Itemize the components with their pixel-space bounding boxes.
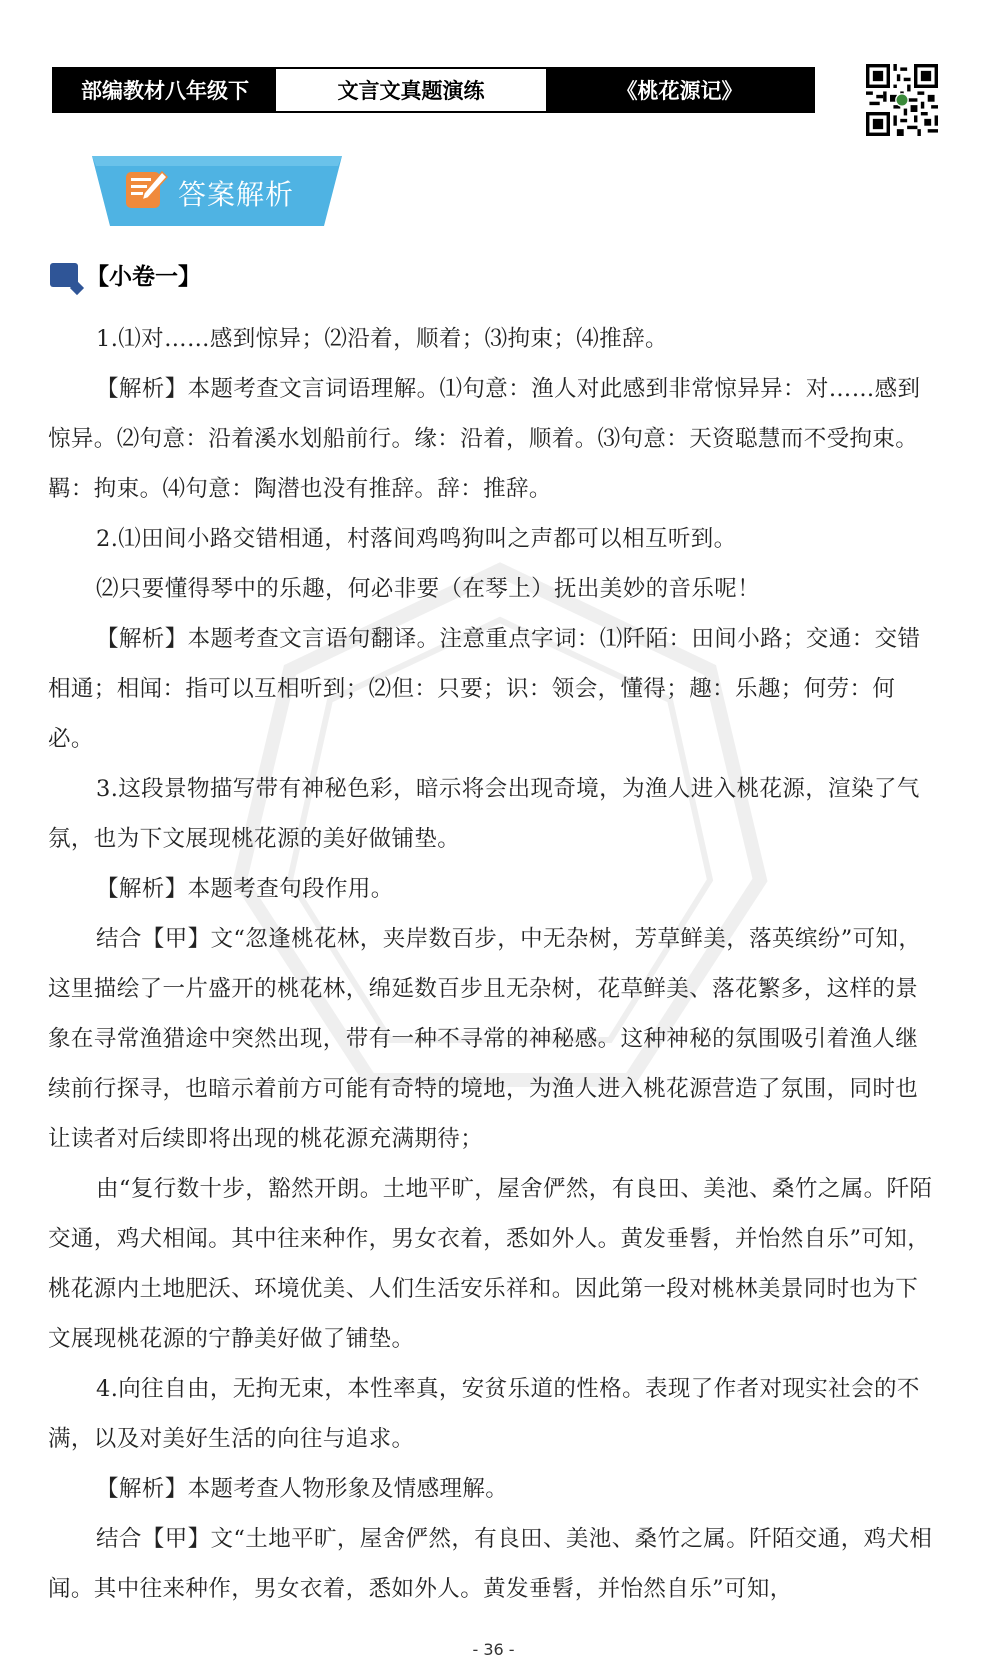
answer-analysis-banner (92, 156, 342, 226)
banner-title: 答案解析 (178, 178, 295, 211)
qr-code-icon (866, 64, 938, 136)
answer-3: 3.这段景物描写带有神秘色彩，暗示将会出现奇境，为渔人进入桃花源，渲染了气氛，也为下文展现桃花源的美好做铺垫。 (48, 776, 920, 852)
analysis-2: 【解析】本题考查文言语句翻译。注意重点字词：⑴阡陌：田间小路；交通：交错相通；相闻：指可以互相听到；⑵但：只要；识：领会，懂得；趣：乐趣；何劳：何必。 (48, 626, 921, 752)
answer-1: 1.⑴对……感到惊异；⑵沿着，顺着；⑶拘束；⑷推辞。 (96, 326, 668, 352)
pencil-note-icon (124, 168, 168, 212)
analysis-3-body-2: 由“复行数十步，豁然开朗。土地平旷，屋舍俨然，有良田、美池、桑竹之属。阡陌交通，鸡犬相闻。其中往来种作，男女衣着，悉如外人。黄发垂髫，并怡然自乐”可知，桃花源内土地肥沃、环境优美、人们生活安乐祥和。因此第一段对桃林美景同时也为下文展现桃花源的宁静美好做了铺垫。 (48, 1176, 933, 1352)
header-title: 文言文真题演练 (276, 69, 546, 111)
header-lesson: 《桃花源记》 (546, 69, 813, 111)
header-grade: 部编教材八年级下 (54, 69, 276, 111)
section-heading (50, 258, 201, 291)
analysis-4-head: 【解析】本题考查人物形象及情感理解。 (96, 1476, 509, 1502)
analysis-3-body-1: 结合【甲】文“忽逢桃花林，夹岸数百步，中无杂树，芳草鲜美，落英缤纷”可知，这里描绘了一片盛开的桃花林，绵延数百步且无杂树，花草鲜美、落花繁多，这样的景象在寻常渔猎途中突然出现，带有一种不寻常的神秘感。这种神秘的氛围吸引着渔人继续前行探寻，也暗示着前方可能有奇特的境地，为渔人进入桃花源营造了氛围，同时也让读者对后续即将出现的桃花源充满期待； (48, 926, 922, 1152)
answer-4: 4.向往自由，无拘无束，本性率真，安贫乐道的性格。表现了作者对现实社会的不满，以及对美好生活的向往与追求。 (48, 1376, 920, 1452)
analysis-1: 【解析】本题考查文言词语理解。⑴句意：渔人对此感到非常惊异异：对……感到惊异。⑵句意：沿着溪水划船前行。缘：沿着，顺着。⑶句意：天资聪慧而不受拘束。羁：拘束。⑷句意：陶潜也没有推辞。辞：推辞。 (48, 376, 921, 502)
answer-2-part-1: 2.⑴田间小路交错相通，村落间鸡鸣狗叫之声都可以相互听到。 (96, 526, 737, 552)
document-header (52, 67, 815, 113)
page-number: - 36 - (472, 1640, 515, 1659)
section-label: 【小卷一】 (86, 264, 201, 290)
answer-content (48, 314, 938, 1614)
analysis-3-head: 【解析】本题考查句段作用。 (96, 876, 394, 902)
speech-bubble-icon (50, 263, 78, 287)
answer-2-part-2: ⑵只要懂得琴中的乐趣，何必非要（在琴上）抚出美妙的音乐呢！ (96, 576, 761, 602)
analysis-4-body: 结合【甲】文“土地平旷，屋舍俨然，有良田、美池、桑竹之属。阡陌交通，鸡犬相闻。其中往来种作，男女衣着，悉如外人。黄发垂髫，并怡然自乐”可知， (48, 1526, 933, 1602)
